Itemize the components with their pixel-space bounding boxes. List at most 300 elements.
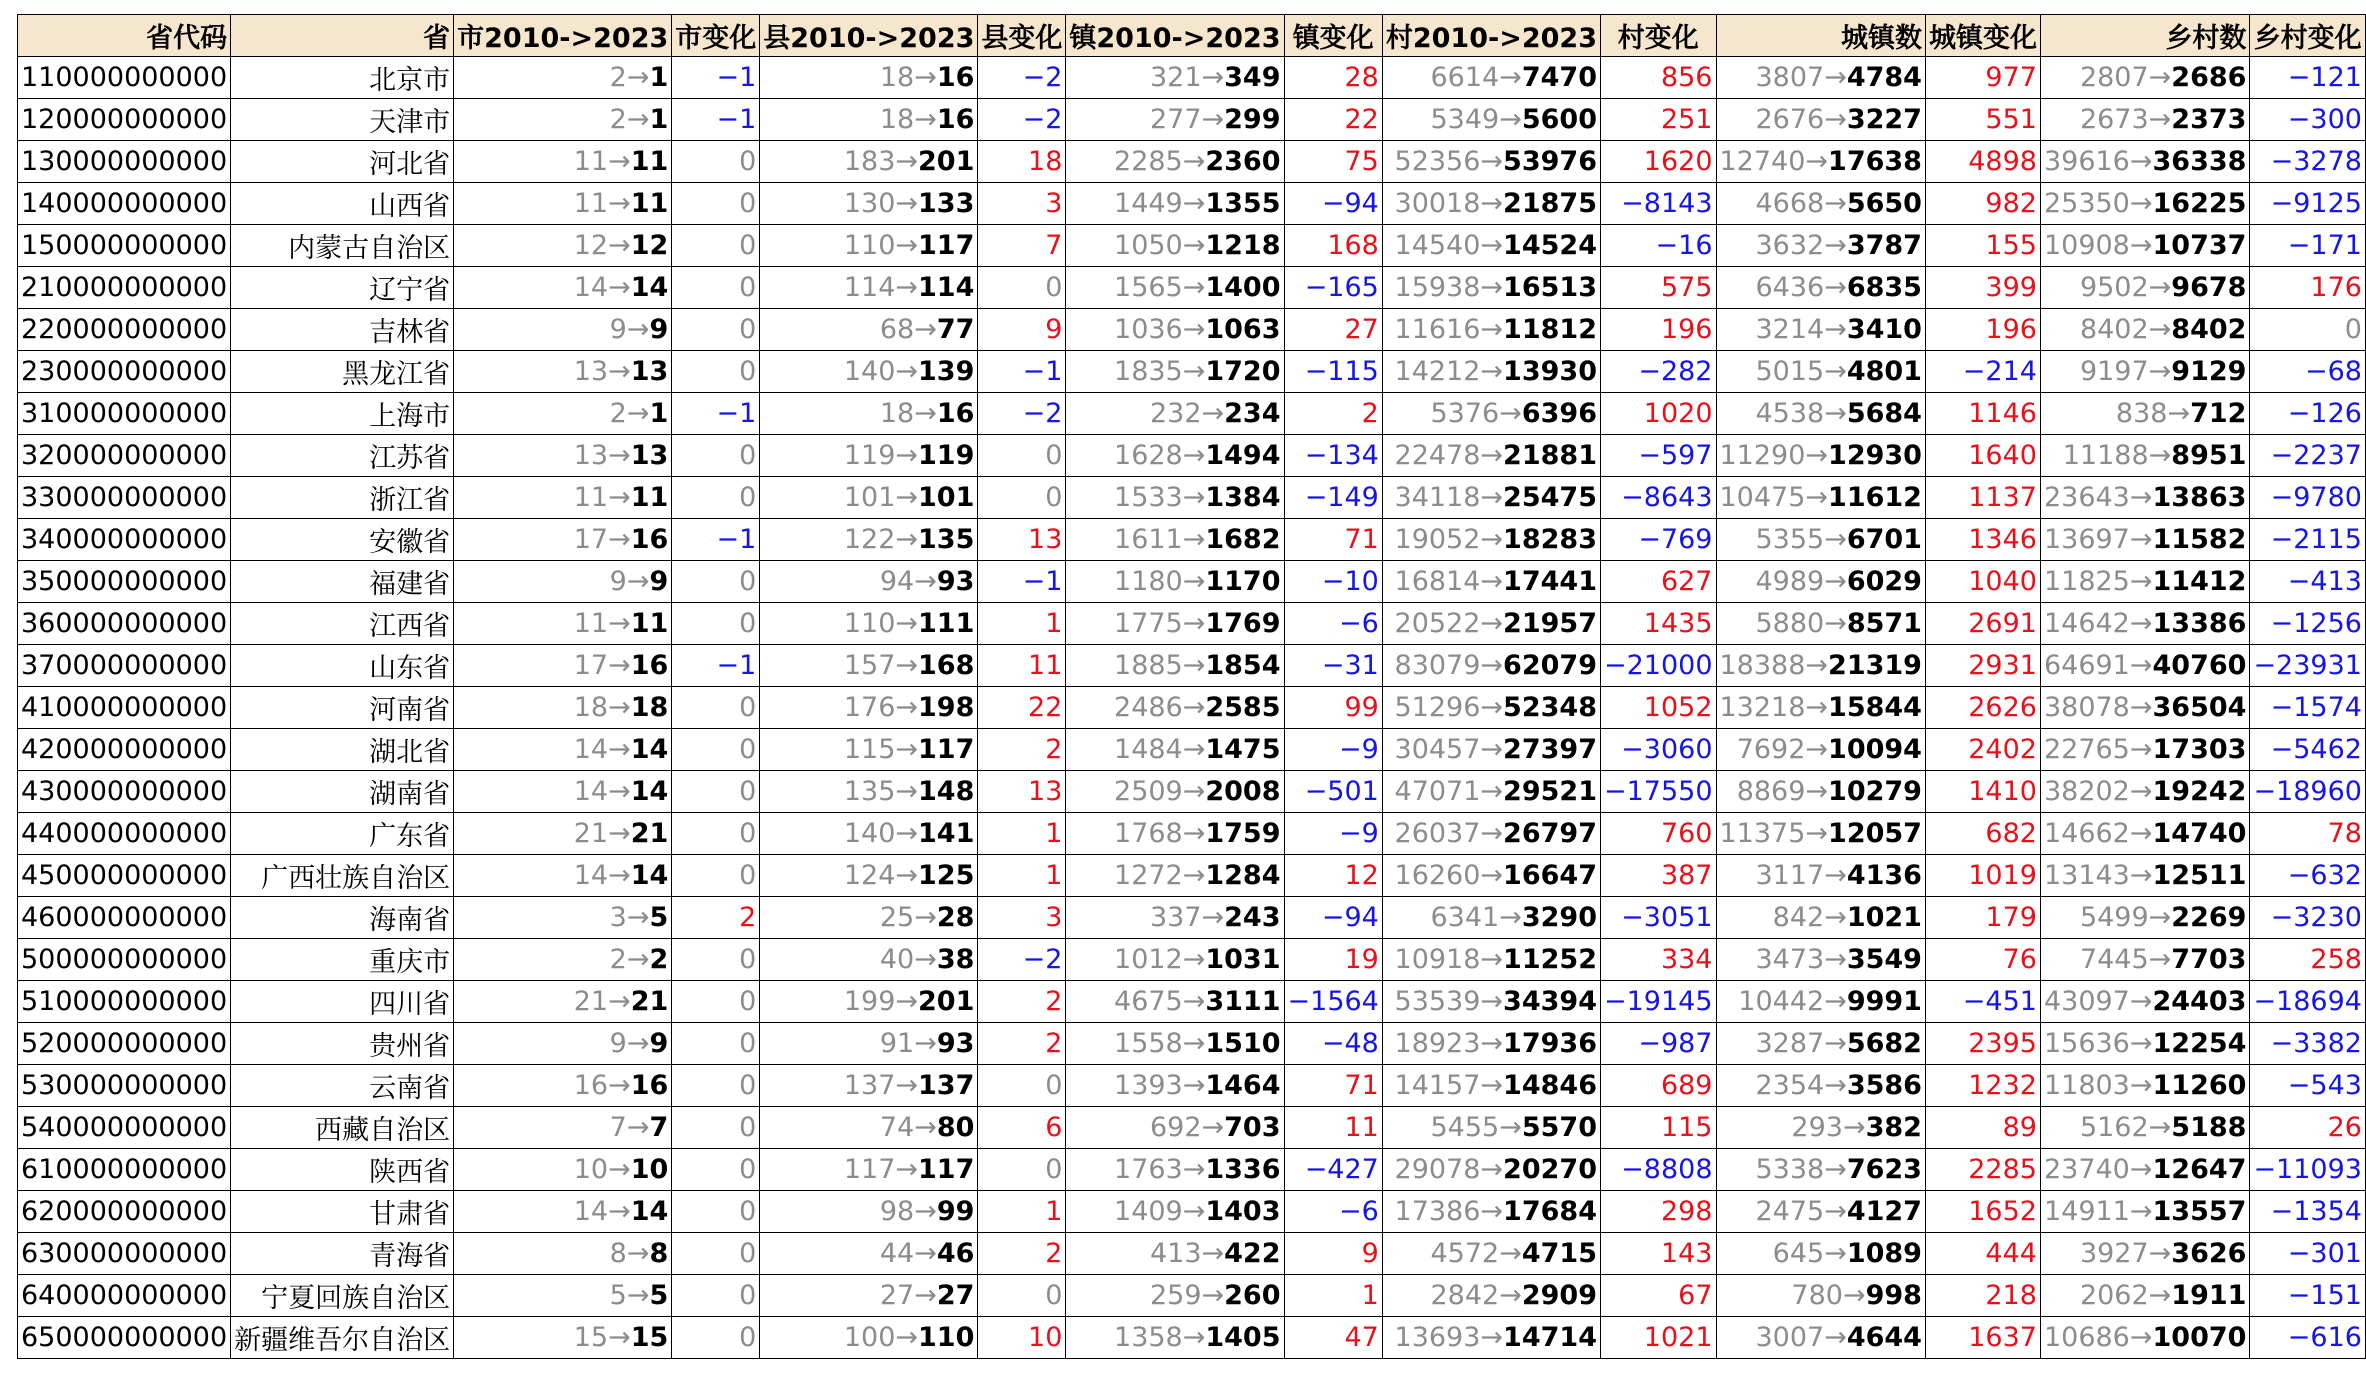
cell-town-pair[interactable] <box>1066 771 1284 813</box>
cell-urban-change[interactable]: 444 <box>1925 1233 2040 1275</box>
cell-rural-pair[interactable] <box>2040 435 2249 477</box>
cell-village-change[interactable]: 575 <box>1600 267 1716 309</box>
cell-county-change[interactable]: 0 <box>978 1065 1066 1107</box>
cell-village-change[interactable]: −987 <box>1600 1023 1716 1065</box>
cell-city-pair[interactable] <box>454 771 672 813</box>
cell-village-pair[interactable] <box>1382 1317 1600 1359</box>
cell-code[interactable]: 120000000000 <box>18 99 231 141</box>
cell-code[interactable]: 110000000000 <box>18 57 231 99</box>
cell-rural-pair[interactable] <box>2040 729 2249 771</box>
cell-county-pair[interactable] <box>760 981 978 1023</box>
cell-urban-pair[interactable] <box>1716 351 1925 393</box>
cell-urban-change[interactable]: 4898 <box>1925 141 2040 183</box>
cell-village-change[interactable]: 1021 <box>1600 1317 1716 1359</box>
cell-city-pair[interactable] <box>454 1065 672 1107</box>
cell-urban-change[interactable]: 2402 <box>1925 729 2040 771</box>
header-urban[interactable]: 城镇数 <box>1716 15 1925 57</box>
header-rural-change[interactable]: 乡村变化 <box>2250 15 2366 57</box>
cell-village-pair[interactable] <box>1382 351 1600 393</box>
cell-urban-pair[interactable] <box>1716 687 1925 729</box>
cell-town-change[interactable]: −165 <box>1284 267 1382 309</box>
cell-rural-change[interactable]: −2115 <box>2250 519 2366 561</box>
cell-urban-pair[interactable] <box>1716 225 1925 267</box>
cell-city-change[interactable]: 0 <box>672 141 760 183</box>
cell-code[interactable]: 230000000000 <box>18 351 231 393</box>
cell-code[interactable]: 520000000000 <box>18 1023 231 1065</box>
cell-county-change[interactable]: 1 <box>978 813 1066 855</box>
cell-county-change[interactable]: 0 <box>978 435 1066 477</box>
cell-rural-change[interactable]: −23931 <box>2250 645 2366 687</box>
cell-city-pair[interactable] <box>454 1275 672 1317</box>
cell-urban-change[interactable]: 1652 <box>1925 1191 2040 1233</box>
cell-rural-change[interactable]: −171 <box>2250 225 2366 267</box>
cell-town-change[interactable]: 9 <box>1284 1233 1382 1275</box>
cell-city-change[interactable]: 0 <box>672 435 760 477</box>
cell-province[interactable]: 新疆维吾尔自治区 <box>231 1317 454 1359</box>
cell-town-pair[interactable] <box>1066 225 1284 267</box>
cell-town-change[interactable]: −31 <box>1284 645 1382 687</box>
cell-city-pair[interactable] <box>454 183 672 225</box>
cell-city-change[interactable]: 0 <box>672 1233 760 1275</box>
cell-village-pair[interactable] <box>1382 687 1600 729</box>
cell-city-pair[interactable] <box>454 813 672 855</box>
cell-town-pair[interactable] <box>1066 1023 1284 1065</box>
cell-rural-change[interactable]: −18694 <box>2250 981 2366 1023</box>
cell-town-change[interactable]: −6 <box>1284 603 1382 645</box>
cell-rural-change[interactable]: −5462 <box>2250 729 2366 771</box>
cell-province[interactable]: 甘肃省 <box>231 1191 454 1233</box>
cell-province[interactable]: 宁夏回族自治区 <box>231 1275 454 1317</box>
cell-urban-change[interactable]: 179 <box>1925 897 2040 939</box>
cell-village-pair[interactable] <box>1382 771 1600 813</box>
cell-province[interactable]: 广东省 <box>231 813 454 855</box>
cell-village-pair[interactable] <box>1382 813 1600 855</box>
cell-village-change[interactable]: 387 <box>1600 855 1716 897</box>
cell-rural-pair[interactable] <box>2040 1107 2249 1149</box>
cell-village-pair[interactable] <box>1382 561 1600 603</box>
cell-county-change[interactable]: 0 <box>978 1275 1066 1317</box>
cell-city-pair[interactable] <box>454 351 672 393</box>
cell-code[interactable]: 640000000000 <box>18 1275 231 1317</box>
cell-urban-pair[interactable] <box>1716 1107 1925 1149</box>
cell-rural-pair[interactable] <box>2040 351 2249 393</box>
cell-rural-pair[interactable] <box>2040 561 2249 603</box>
cell-village-pair[interactable] <box>1382 939 1600 981</box>
cell-county-change[interactable]: 6 <box>978 1107 1066 1149</box>
cell-urban-change[interactable]: 76 <box>1925 939 2040 981</box>
cell-city-change[interactable]: 2 <box>672 897 760 939</box>
cell-province[interactable]: 黑龙江省 <box>231 351 454 393</box>
cell-town-pair[interactable] <box>1066 183 1284 225</box>
cell-urban-pair[interactable] <box>1716 393 1925 435</box>
cell-rural-pair[interactable] <box>2040 141 2249 183</box>
cell-county-change[interactable]: 13 <box>978 519 1066 561</box>
cell-code[interactable]: 430000000000 <box>18 771 231 813</box>
cell-rural-change[interactable]: −3230 <box>2250 897 2366 939</box>
cell-village-pair[interactable] <box>1382 645 1600 687</box>
cell-province[interactable]: 陕西省 <box>231 1149 454 1191</box>
cell-county-change[interactable]: 7 <box>978 225 1066 267</box>
cell-village-change[interactable]: −769 <box>1600 519 1716 561</box>
cell-town-pair[interactable] <box>1066 561 1284 603</box>
cell-code[interactable]: 220000000000 <box>18 309 231 351</box>
header-county[interactable]: 县2010->2023 <box>760 15 978 57</box>
cell-village-pair[interactable] <box>1382 267 1600 309</box>
cell-code[interactable]: 410000000000 <box>18 687 231 729</box>
cell-county-pair[interactable] <box>760 1149 978 1191</box>
cell-village-change[interactable]: 1620 <box>1600 141 1716 183</box>
cell-code[interactable]: 330000000000 <box>18 477 231 519</box>
cell-county-change[interactable]: −1 <box>978 561 1066 603</box>
cell-county-change[interactable]: 1 <box>978 1191 1066 1233</box>
cell-province[interactable]: 湖南省 <box>231 771 454 813</box>
cell-village-change[interactable]: −19145 <box>1600 981 1716 1023</box>
cell-city-pair[interactable] <box>454 99 672 141</box>
cell-village-pair[interactable] <box>1382 1023 1600 1065</box>
cell-county-pair[interactable] <box>760 267 978 309</box>
cell-county-pair[interactable] <box>760 141 978 183</box>
cell-province[interactable]: 山西省 <box>231 183 454 225</box>
cell-town-pair[interactable] <box>1066 1107 1284 1149</box>
cell-urban-pair[interactable] <box>1716 855 1925 897</box>
cell-village-change[interactable]: 196 <box>1600 309 1716 351</box>
cell-province[interactable]: 北京市 <box>231 57 454 99</box>
cell-county-pair[interactable] <box>760 351 978 393</box>
cell-urban-pair[interactable] <box>1716 1275 1925 1317</box>
cell-city-pair[interactable] <box>454 855 672 897</box>
cell-town-change[interactable]: −115 <box>1284 351 1382 393</box>
cell-code[interactable]: 320000000000 <box>18 435 231 477</box>
cell-county-change[interactable]: 2 <box>978 981 1066 1023</box>
cell-town-pair[interactable] <box>1066 645 1284 687</box>
cell-code[interactable]: 370000000000 <box>18 645 231 687</box>
cell-county-pair[interactable] <box>760 687 978 729</box>
cell-county-change[interactable]: −2 <box>978 393 1066 435</box>
cell-rural-pair[interactable] <box>2040 225 2249 267</box>
cell-urban-change[interactable]: 2691 <box>1925 603 2040 645</box>
cell-code[interactable]: 130000000000 <box>18 141 231 183</box>
cell-code[interactable]: 210000000000 <box>18 267 231 309</box>
cell-rural-pair[interactable] <box>2040 1149 2249 1191</box>
cell-village-change[interactable]: −8808 <box>1600 1149 1716 1191</box>
cell-town-pair[interactable] <box>1066 855 1284 897</box>
cell-town-change[interactable]: 2 <box>1284 393 1382 435</box>
cell-town-pair[interactable] <box>1066 981 1284 1023</box>
cell-town-change[interactable]: −94 <box>1284 897 1382 939</box>
cell-code[interactable]: 650000000000 <box>18 1317 231 1359</box>
cell-province[interactable]: 天津市 <box>231 99 454 141</box>
cell-city-change[interactable]: 0 <box>672 267 760 309</box>
cell-urban-change[interactable]: 1146 <box>1925 393 2040 435</box>
cell-city-change[interactable]: 0 <box>672 1065 760 1107</box>
cell-village-change[interactable]: 115 <box>1600 1107 1716 1149</box>
cell-town-change[interactable]: −6 <box>1284 1191 1382 1233</box>
cell-village-pair[interactable] <box>1382 99 1600 141</box>
cell-county-pair[interactable] <box>760 603 978 645</box>
cell-province[interactable]: 河北省 <box>231 141 454 183</box>
cell-county-pair[interactable] <box>760 1065 978 1107</box>
cell-county-change[interactable]: 22 <box>978 687 1066 729</box>
cell-rural-change[interactable]: −543 <box>2250 1065 2366 1107</box>
cell-county-pair[interactable] <box>760 477 978 519</box>
cell-urban-change[interactable]: 1637 <box>1925 1317 2040 1359</box>
cell-urban-change[interactable]: −214 <box>1925 351 2040 393</box>
cell-town-change[interactable]: −1564 <box>1284 981 1382 1023</box>
cell-county-change[interactable]: −2 <box>978 57 1066 99</box>
cell-county-pair[interactable] <box>760 99 978 141</box>
cell-town-change[interactable]: −9 <box>1284 813 1382 855</box>
header-urban-change[interactable]: 城镇变化 <box>1925 15 2040 57</box>
cell-urban-change[interactable]: 89 <box>1925 1107 2040 1149</box>
cell-town-change[interactable]: −10 <box>1284 561 1382 603</box>
cell-city-pair[interactable] <box>454 141 672 183</box>
cell-province[interactable]: 贵州省 <box>231 1023 454 1065</box>
cell-city-pair[interactable] <box>454 729 672 771</box>
cell-rural-change[interactable]: −632 <box>2250 855 2366 897</box>
cell-urban-change[interactable]: 196 <box>1925 309 2040 351</box>
cell-urban-change[interactable]: 2285 <box>1925 1149 2040 1191</box>
cell-urban-pair[interactable] <box>1716 981 1925 1023</box>
cell-county-change[interactable]: 18 <box>978 141 1066 183</box>
cell-urban-pair[interactable] <box>1716 813 1925 855</box>
cell-rural-pair[interactable] <box>2040 309 2249 351</box>
cell-village-change[interactable]: 67 <box>1600 1275 1716 1317</box>
cell-province[interactable]: 福建省 <box>231 561 454 603</box>
cell-province[interactable]: 安徽省 <box>231 519 454 561</box>
cell-rural-change[interactable]: −68 <box>2250 351 2366 393</box>
cell-village-change[interactable]: 251 <box>1600 99 1716 141</box>
header-city-change[interactable]: 市变化 <box>672 15 760 57</box>
cell-rural-change[interactable]: 258 <box>2250 939 2366 981</box>
cell-village-change[interactable]: −16 <box>1600 225 1716 267</box>
cell-county-change[interactable]: 1 <box>978 855 1066 897</box>
cell-rural-pair[interactable] <box>2040 855 2249 897</box>
cell-city-pair[interactable] <box>454 1233 672 1275</box>
cell-urban-pair[interactable] <box>1716 939 1925 981</box>
cell-village-change[interactable]: 689 <box>1600 1065 1716 1107</box>
cell-county-change[interactable]: −2 <box>978 99 1066 141</box>
cell-city-pair[interactable] <box>454 519 672 561</box>
cell-rural-change[interactable]: −1574 <box>2250 687 2366 729</box>
cell-town-pair[interactable] <box>1066 351 1284 393</box>
cell-town-pair[interactable] <box>1066 1275 1284 1317</box>
cell-province[interactable]: 江苏省 <box>231 435 454 477</box>
cell-urban-change[interactable]: 1410 <box>1925 771 2040 813</box>
cell-city-pair[interactable] <box>454 561 672 603</box>
cell-town-pair[interactable] <box>1066 141 1284 183</box>
cell-town-change[interactable]: 99 <box>1284 687 1382 729</box>
cell-village-pair[interactable] <box>1382 897 1600 939</box>
cell-town-pair[interactable] <box>1066 477 1284 519</box>
cell-province[interactable]: 山东省 <box>231 645 454 687</box>
cell-county-pair[interactable] <box>760 729 978 771</box>
cell-rural-pair[interactable] <box>2040 99 2249 141</box>
cell-county-pair[interactable] <box>760 435 978 477</box>
cell-town-pair[interactable] <box>1066 1065 1284 1107</box>
cell-town-change[interactable]: −501 <box>1284 771 1382 813</box>
cell-province[interactable]: 辽宁省 <box>231 267 454 309</box>
cell-town-pair[interactable] <box>1066 267 1284 309</box>
cell-village-pair[interactable] <box>1382 981 1600 1023</box>
cell-village-pair[interactable] <box>1382 729 1600 771</box>
cell-village-pair[interactable] <box>1382 519 1600 561</box>
header-town[interactable]: 镇2010->2023 <box>1066 15 1284 57</box>
cell-village-change[interactable]: 334 <box>1600 939 1716 981</box>
cell-urban-change[interactable]: 982 <box>1925 183 2040 225</box>
cell-urban-change[interactable]: 1232 <box>1925 1065 2040 1107</box>
cell-town-pair[interactable] <box>1066 1317 1284 1359</box>
cell-urban-change[interactable]: 218 <box>1925 1275 2040 1317</box>
cell-county-change[interactable]: 3 <box>978 897 1066 939</box>
cell-rural-change[interactable]: −3278 <box>2250 141 2366 183</box>
cell-county-pair[interactable] <box>760 393 978 435</box>
cell-county-change[interactable]: 9 <box>978 309 1066 351</box>
cell-code[interactable]: 420000000000 <box>18 729 231 771</box>
cell-city-pair[interactable] <box>454 603 672 645</box>
cell-urban-pair[interactable] <box>1716 603 1925 645</box>
cell-rural-pair[interactable] <box>2040 897 2249 939</box>
cell-rural-change[interactable]: −1354 <box>2250 1191 2366 1233</box>
cell-town-change[interactable]: −427 <box>1284 1149 1382 1191</box>
cell-city-change[interactable]: 0 <box>672 1275 760 1317</box>
cell-province[interactable]: 浙江省 <box>231 477 454 519</box>
cell-town-pair[interactable] <box>1066 1149 1284 1191</box>
cell-town-change[interactable]: 1 <box>1284 1275 1382 1317</box>
cell-village-pair[interactable] <box>1382 603 1600 645</box>
cell-city-pair[interactable] <box>454 687 672 729</box>
cell-village-change[interactable]: −17550 <box>1600 771 1716 813</box>
cell-province[interactable]: 青海省 <box>231 1233 454 1275</box>
cell-rural-pair[interactable] <box>2040 1023 2249 1065</box>
cell-urban-pair[interactable] <box>1716 1191 1925 1233</box>
cell-village-pair[interactable] <box>1382 1107 1600 1149</box>
cell-rural-pair[interactable] <box>2040 1065 2249 1107</box>
cell-code[interactable]: 150000000000 <box>18 225 231 267</box>
cell-city-change[interactable]: 0 <box>672 771 760 813</box>
cell-village-change[interactable]: 856 <box>1600 57 1716 99</box>
cell-city-change[interactable]: 0 <box>672 813 760 855</box>
cell-urban-change[interactable]: 1640 <box>1925 435 2040 477</box>
cell-urban-pair[interactable] <box>1716 519 1925 561</box>
cell-county-change[interactable]: −2 <box>978 939 1066 981</box>
cell-city-change[interactable]: 0 <box>672 729 760 771</box>
cell-urban-pair[interactable] <box>1716 1065 1925 1107</box>
cell-urban-pair[interactable] <box>1716 645 1925 687</box>
cell-city-change[interactable]: −1 <box>672 645 760 687</box>
header-town-change[interactable]: 镇变化 <box>1284 15 1382 57</box>
cell-code[interactable]: 350000000000 <box>18 561 231 603</box>
cell-city-change[interactable]: 0 <box>672 225 760 267</box>
cell-rural-pair[interactable] <box>2040 813 2249 855</box>
cell-town-pair[interactable] <box>1066 99 1284 141</box>
cell-city-pair[interactable] <box>454 1107 672 1149</box>
cell-city-pair[interactable] <box>454 309 672 351</box>
cell-urban-pair[interactable] <box>1716 309 1925 351</box>
cell-county-change[interactable]: 2 <box>978 1233 1066 1275</box>
cell-town-change[interactable]: 12 <box>1284 855 1382 897</box>
cell-county-pair[interactable] <box>760 225 978 267</box>
cell-village-pair[interactable] <box>1382 57 1600 99</box>
cell-rural-change[interactable]: 0 <box>2250 309 2366 351</box>
cell-county-change[interactable]: −1 <box>978 351 1066 393</box>
cell-town-change[interactable]: 75 <box>1284 141 1382 183</box>
cell-rural-change[interactable]: −301 <box>2250 1233 2366 1275</box>
cell-urban-pair[interactable] <box>1716 561 1925 603</box>
header-village-change[interactable]: 村变化 <box>1600 15 1716 57</box>
cell-town-pair[interactable] <box>1066 813 1284 855</box>
cell-town-change[interactable]: 71 <box>1284 1065 1382 1107</box>
cell-province[interactable]: 吉林省 <box>231 309 454 351</box>
cell-province[interactable]: 广西壮族自治区 <box>231 855 454 897</box>
cell-village-pair[interactable] <box>1382 1149 1600 1191</box>
cell-urban-pair[interactable] <box>1716 141 1925 183</box>
cell-county-pair[interactable] <box>760 561 978 603</box>
cell-city-change[interactable]: 0 <box>672 855 760 897</box>
cell-city-pair[interactable] <box>454 1317 672 1359</box>
cell-urban-change[interactable]: 399 <box>1925 267 2040 309</box>
cell-village-pair[interactable] <box>1382 435 1600 477</box>
cell-province[interactable]: 海南省 <box>231 897 454 939</box>
cell-city-change[interactable]: 0 <box>672 939 760 981</box>
cell-code[interactable]: 500000000000 <box>18 939 231 981</box>
cell-rural-change[interactable]: −126 <box>2250 393 2366 435</box>
cell-city-pair[interactable] <box>454 1023 672 1065</box>
header-code[interactable]: 省代码 <box>18 15 231 57</box>
cell-urban-pair[interactable] <box>1716 1233 1925 1275</box>
cell-village-pair[interactable] <box>1382 309 1600 351</box>
cell-town-change[interactable]: −149 <box>1284 477 1382 519</box>
cell-city-change[interactable]: −1 <box>672 519 760 561</box>
cell-town-change[interactable]: 28 <box>1284 57 1382 99</box>
cell-county-pair[interactable] <box>760 1317 978 1359</box>
cell-rural-change[interactable]: −1256 <box>2250 603 2366 645</box>
cell-county-pair[interactable] <box>760 1275 978 1317</box>
cell-county-change[interactable]: 11 <box>978 645 1066 687</box>
cell-county-pair[interactable] <box>760 57 978 99</box>
cell-city-change[interactable]: 0 <box>672 351 760 393</box>
cell-code[interactable]: 530000000000 <box>18 1065 231 1107</box>
cell-urban-pair[interactable] <box>1716 1149 1925 1191</box>
cell-code[interactable]: 140000000000 <box>18 183 231 225</box>
cell-urban-pair[interactable] <box>1716 477 1925 519</box>
cell-town-change[interactable]: 27 <box>1284 309 1382 351</box>
cell-rural-pair[interactable] <box>2040 981 2249 1023</box>
cell-code[interactable]: 630000000000 <box>18 1233 231 1275</box>
cell-village-change[interactable]: 1052 <box>1600 687 1716 729</box>
cell-town-pair[interactable] <box>1066 519 1284 561</box>
cell-urban-pair[interactable] <box>1716 183 1925 225</box>
cell-urban-change[interactable]: 1346 <box>1925 519 2040 561</box>
cell-city-change[interactable]: 0 <box>672 1107 760 1149</box>
cell-rural-pair[interactable] <box>2040 519 2249 561</box>
cell-urban-pair[interactable] <box>1716 729 1925 771</box>
cell-county-pair[interactable] <box>760 1191 978 1233</box>
cell-urban-pair[interactable] <box>1716 99 1925 141</box>
cell-county-pair[interactable] <box>760 1107 978 1149</box>
cell-county-pair[interactable] <box>760 855 978 897</box>
cell-city-pair[interactable] <box>454 981 672 1023</box>
cell-rural-pair[interactable] <box>2040 1317 2249 1359</box>
cell-village-pair[interactable] <box>1382 477 1600 519</box>
cell-province[interactable]: 云南省 <box>231 1065 454 1107</box>
cell-village-pair[interactable] <box>1382 1065 1600 1107</box>
cell-county-change[interactable]: 13 <box>978 771 1066 813</box>
cell-town-change[interactable]: 22 <box>1284 99 1382 141</box>
cell-village-pair[interactable] <box>1382 141 1600 183</box>
cell-rural-pair[interactable] <box>2040 771 2249 813</box>
cell-rural-pair[interactable] <box>2040 645 2249 687</box>
cell-city-change[interactable]: 0 <box>672 1023 760 1065</box>
